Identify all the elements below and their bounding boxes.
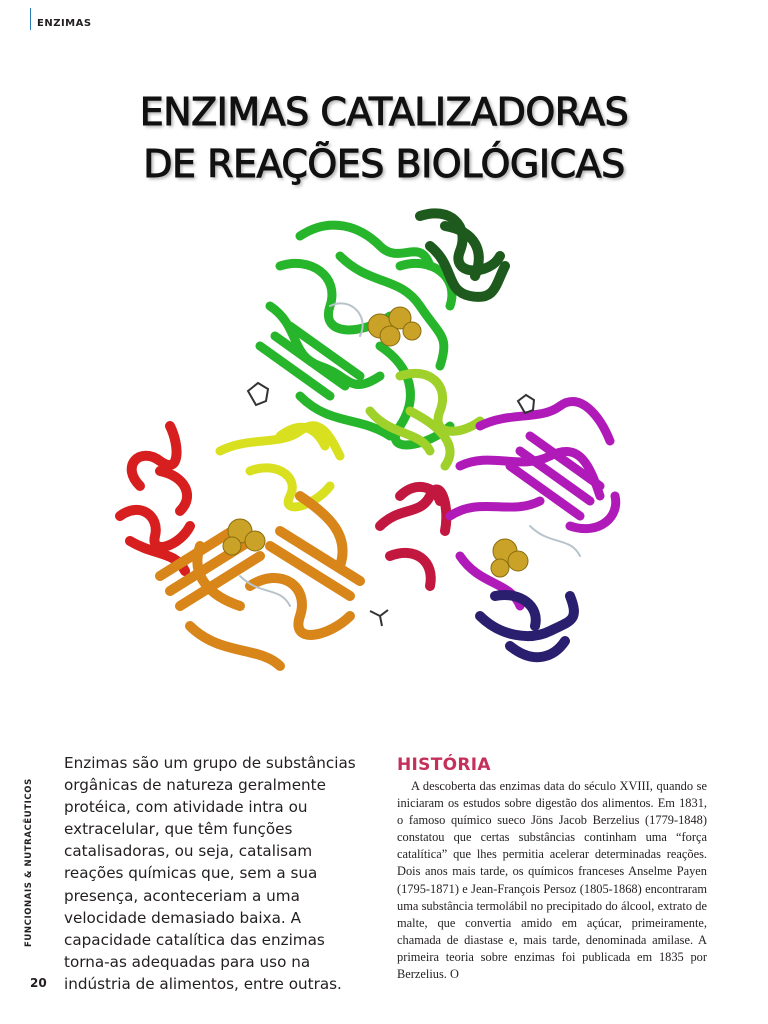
protein-structure-illustration (100, 196, 660, 696)
page-number: 20 (30, 976, 47, 990)
header-rule (30, 8, 31, 30)
title-line-1: ENZIMAS CATALIZADORAS (139, 90, 629, 134)
navy-domain (480, 595, 574, 657)
article-title (0, 86, 768, 190)
yellow-domain (220, 426, 340, 507)
history-heading: HISTÓRIA (397, 755, 491, 775)
title-line-2: DE REAÇÕES BIOLÓGICAS (143, 142, 625, 186)
magazine-name: FUNCIONAIS & NUTRACÊUTICOS (24, 778, 34, 947)
intro-paragraph: Enzimas são um grupo de substâncias orgânicas de natureza geralmente protéica, com atividade intra ou extracelular, que têm funções catalisadoras, ou seja, catalisam reações químicas que, sem a sua presença, aconteceriam a uma velocidade demasiado baixa. A capacidade catalítica das enzimas torna-as adequadas para uso na indústria de alimentos, entre outras. (64, 754, 356, 993)
green-domain (260, 225, 452, 445)
history-paragraph: A descoberta das enzimas data do século XVIII, quando se iniciaram os estudos sobre digestão dos alimentos. Em 1831, o famoso químico sueco Jöns Jacob Berzelius (1779-1848) constatou que certas substâncias continham uma “força catalítica” que lhes permitia acelerar determinadas reações. Dois anos mais tarde, os químicos franceses Anselme Payen (1795-1871) e Jean-François Persoz (1805-1868) encontraram uma substância termolábil no precipitado do álcool, extrato de malte, que convertia amido em açúcar, primeiramente, chamada de diastase e, mais tarde, denominada amilase. A primeira teoria sobre enzimas foi publicada em 1835 por Berzelius. O (397, 779, 707, 982)
dark-green-domain (420, 213, 505, 297)
magenta-domain (450, 401, 616, 606)
lime-domain (370, 373, 480, 466)
red-domain (120, 426, 190, 571)
section-tag: ENZIMAS (37, 18, 92, 29)
crimson-domain (380, 487, 446, 586)
